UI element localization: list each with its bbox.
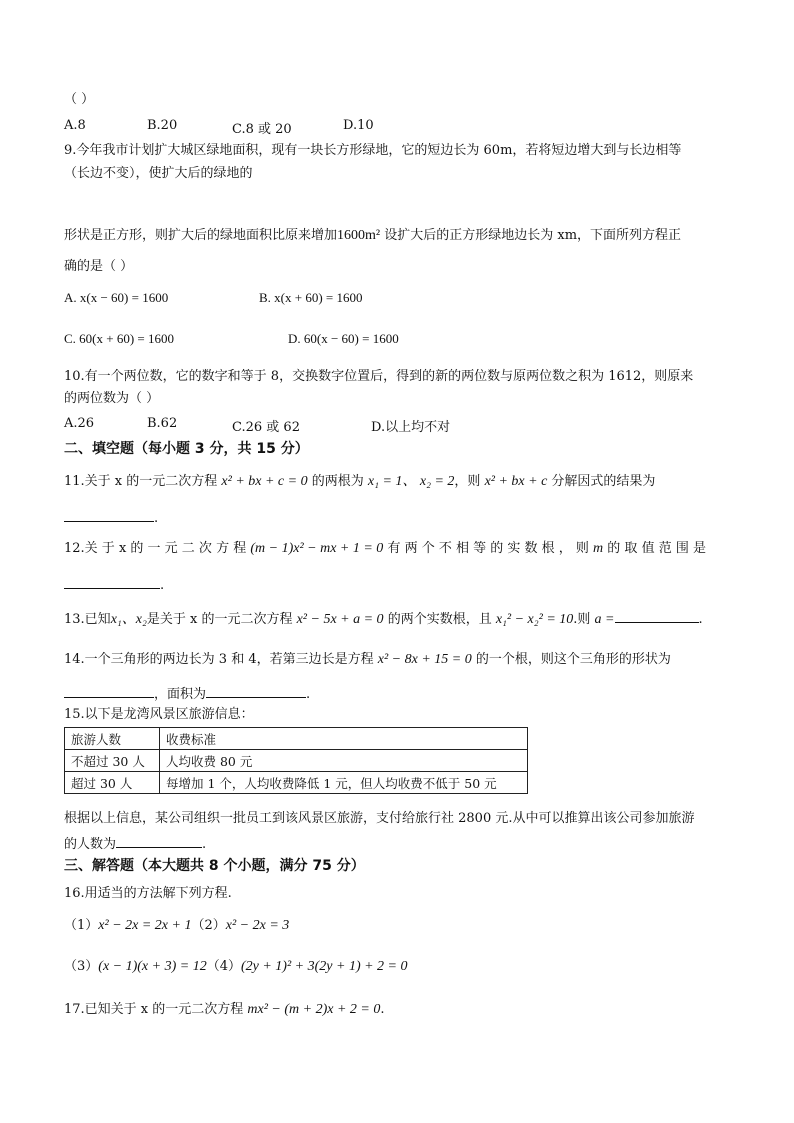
tour-info-table [64, 727, 528, 794]
q16-row-1 [64, 918, 289, 934]
q11-end: . [154, 511, 159, 526]
q13-text-c: 的两个实数根，且 [383, 612, 496, 627]
table-cell: 每增加 1 个，人均收费降低 1 元，但人均收费不低于 50 元 [160, 772, 528, 794]
q10-line-2: 的两位数为（ ） [64, 391, 160, 406]
q16-p1-equation: x² − 2x = 2x + 1 [98, 918, 192, 933]
q15-line-1: 根据以上信息，某公司组织一批员工到该风景区旅游，支付给旅行社 2800 元.从中可以推算出该公司参加旅游 [64, 811, 695, 826]
q17-text: 17.已知关于 x 的一元二次方程 [64, 1002, 248, 1017]
q9-option-a: A. x(x − 60) = 1600 [64, 290, 169, 305]
q8-option-a: A.8 [64, 118, 86, 133]
q15-intro: 15.以下是龙湾风景区旅游信息： [64, 707, 254, 722]
q12-end: . [160, 578, 165, 593]
q9-line-3 [64, 228, 681, 244]
q11-answer-blank[interactable] [64, 508, 154, 522]
q13-equation: x² − 5x + a = 0 [296, 612, 384, 627]
q14-text-b: 的一个根，则这个三角形的形状为 [471, 652, 671, 667]
q15-answer-blank[interactable] [116, 834, 202, 848]
section-2-title: 二、填空题（每小题 3 分，共 15 分） [64, 441, 309, 457]
q16-p2-label: （2） [191, 918, 226, 933]
q10-line-1: 10.有一个两位数，它的数字和等于 8，交换数字位置后，得到的新的两位数与原两位数之积为 1612，则原来 [64, 369, 694, 384]
q11-equation: x² + bx + c = 0 [221, 474, 308, 489]
q9-line-4: 确的是（ ） [64, 259, 134, 274]
q9-area: 1600m² [337, 228, 381, 243]
q9-option-d: D. 60(x − 60) = 1600 [288, 331, 399, 346]
q13-condition: x₁² − x₂² = 10 [495, 612, 574, 627]
q11-text-c: ，则 [454, 474, 485, 489]
q15-end: . [202, 837, 207, 852]
q10-option-a: A.26 [64, 416, 95, 431]
q16-p3-equation: (x − 1)(x + 3) = 12 [98, 959, 207, 974]
q16-p1-label: （1） [64, 918, 99, 933]
q15-line-2 [64, 834, 206, 853]
q16-row-2 [64, 959, 408, 975]
q12-text-c: 的 取 值 范 围 是 [603, 541, 706, 556]
q12-text-a: 12.关 于 x 的 一 元 二 次 方 程 [64, 541, 251, 556]
q13-answer-blank[interactable] [615, 609, 699, 623]
q14-equation: x² − 8x + 15 = 0 [377, 652, 472, 667]
q11-text-a: 11.关于 x 的一元二次方程 [64, 474, 222, 489]
q11-expression: x² + bx + c [484, 474, 548, 489]
q13-text-a: 13.已知 [64, 612, 111, 627]
q12-text-b: 有 两 个 不 相 等 的 实 数 根 ， 则 [383, 541, 594, 556]
q15-text: 的人数为 [64, 837, 117, 852]
q10-option-b: B.62 [147, 416, 178, 431]
q14-answer-line [64, 684, 310, 703]
q13-roots: x₁、x₂ [110, 612, 147, 627]
q12-answer-line [64, 575, 164, 594]
q12-variable: m [593, 541, 604, 556]
q11-text-d: 分解因式的结果为 [547, 474, 656, 489]
q8-answer-paren: （ ） [64, 92, 95, 107]
q9-line-3-rest: 设扩大后的正方形绿地边长为 xm，下面所列方程正 [380, 228, 682, 243]
table-row [65, 728, 528, 750]
q11-line-1 [64, 474, 655, 490]
q8-option-d: D.10 [343, 118, 374, 133]
q16-p4-equation: (2y + 1)² + 3(2y + 1) + 2 = 0 [240, 959, 408, 974]
table-row [65, 750, 528, 772]
q13-text-b: 是关于 x 的一元二次方程 [146, 612, 297, 627]
q9-line-2: （长边不变），使扩大后的绿地的 [64, 166, 253, 181]
section-3-title: 三、解答题（本大题共 8 个小题，满分 75 分） [64, 858, 365, 874]
q9-line-3-text: 形状是正方形，则扩大后的绿地面积比原来增加 [64, 228, 338, 243]
q11-answer-line [64, 508, 158, 527]
q13-end: . [698, 612, 703, 627]
q14-line-1 [64, 652, 671, 668]
q12-line-1 [64, 541, 706, 557]
table-row [65, 772, 528, 794]
q10-option-d: D.以上均不对 [371, 420, 451, 435]
q17-end: . [380, 1002, 385, 1017]
q14-text-a: 14.一个三角形的两边长为 3 和 4，若第三边长是方程 [64, 652, 378, 667]
q16-p4-label: （4） [206, 959, 241, 974]
q13-line-1 [64, 609, 703, 628]
q14-shape-blank[interactable] [64, 684, 154, 698]
q9-option-b: B. x(x + 60) = 1600 [259, 290, 363, 305]
table-cell: 超过 30 人 [65, 772, 160, 794]
q14-area-blank[interactable] [206, 684, 306, 698]
table-cell: 收费标准 [160, 728, 528, 750]
q13-text-d: .则 [573, 612, 595, 627]
table-cell: 旅游人数 [65, 728, 160, 750]
q16-p3-label: （3） [64, 959, 99, 974]
q12-equation: (m − 1)x² − mx + 1 = 0 [250, 541, 384, 556]
q14-mid: ，面积为 [154, 687, 207, 702]
q16-p2-equation: x² − 2x = 3 [225, 918, 290, 933]
q8-option-c: C.8 或 20 [232, 122, 292, 137]
table-cell: 不超过 30 人 [65, 750, 160, 772]
q16-intro: 16.用适当的方法解下列方程. [64, 886, 232, 901]
q14-end: . [306, 687, 311, 702]
q11-text-b: 的两根为 [307, 474, 368, 489]
q10-option-c: C.26 或 62 [232, 420, 300, 435]
q12-answer-blank[interactable] [64, 575, 160, 589]
q9-line-1: 9.今年我市计划扩大城区绿地面积，现有一块长方形绿地，它的短边长为 60m，若将短边增大到与长边相等 [64, 143, 682, 158]
q17-line-1 [64, 1002, 385, 1018]
q17-equation: mx² − (m + 2)x + 2 = 0 [247, 1002, 381, 1017]
q11-roots: x₁ = 1、 x₂ = 2 [367, 474, 455, 489]
q13-ask: a = [594, 612, 615, 627]
q9-option-c: C. 60(x + 60) = 1600 [64, 331, 174, 346]
q8-option-b: B.20 [147, 118, 178, 133]
table-cell: 人均收费 80 元 [160, 750, 528, 772]
